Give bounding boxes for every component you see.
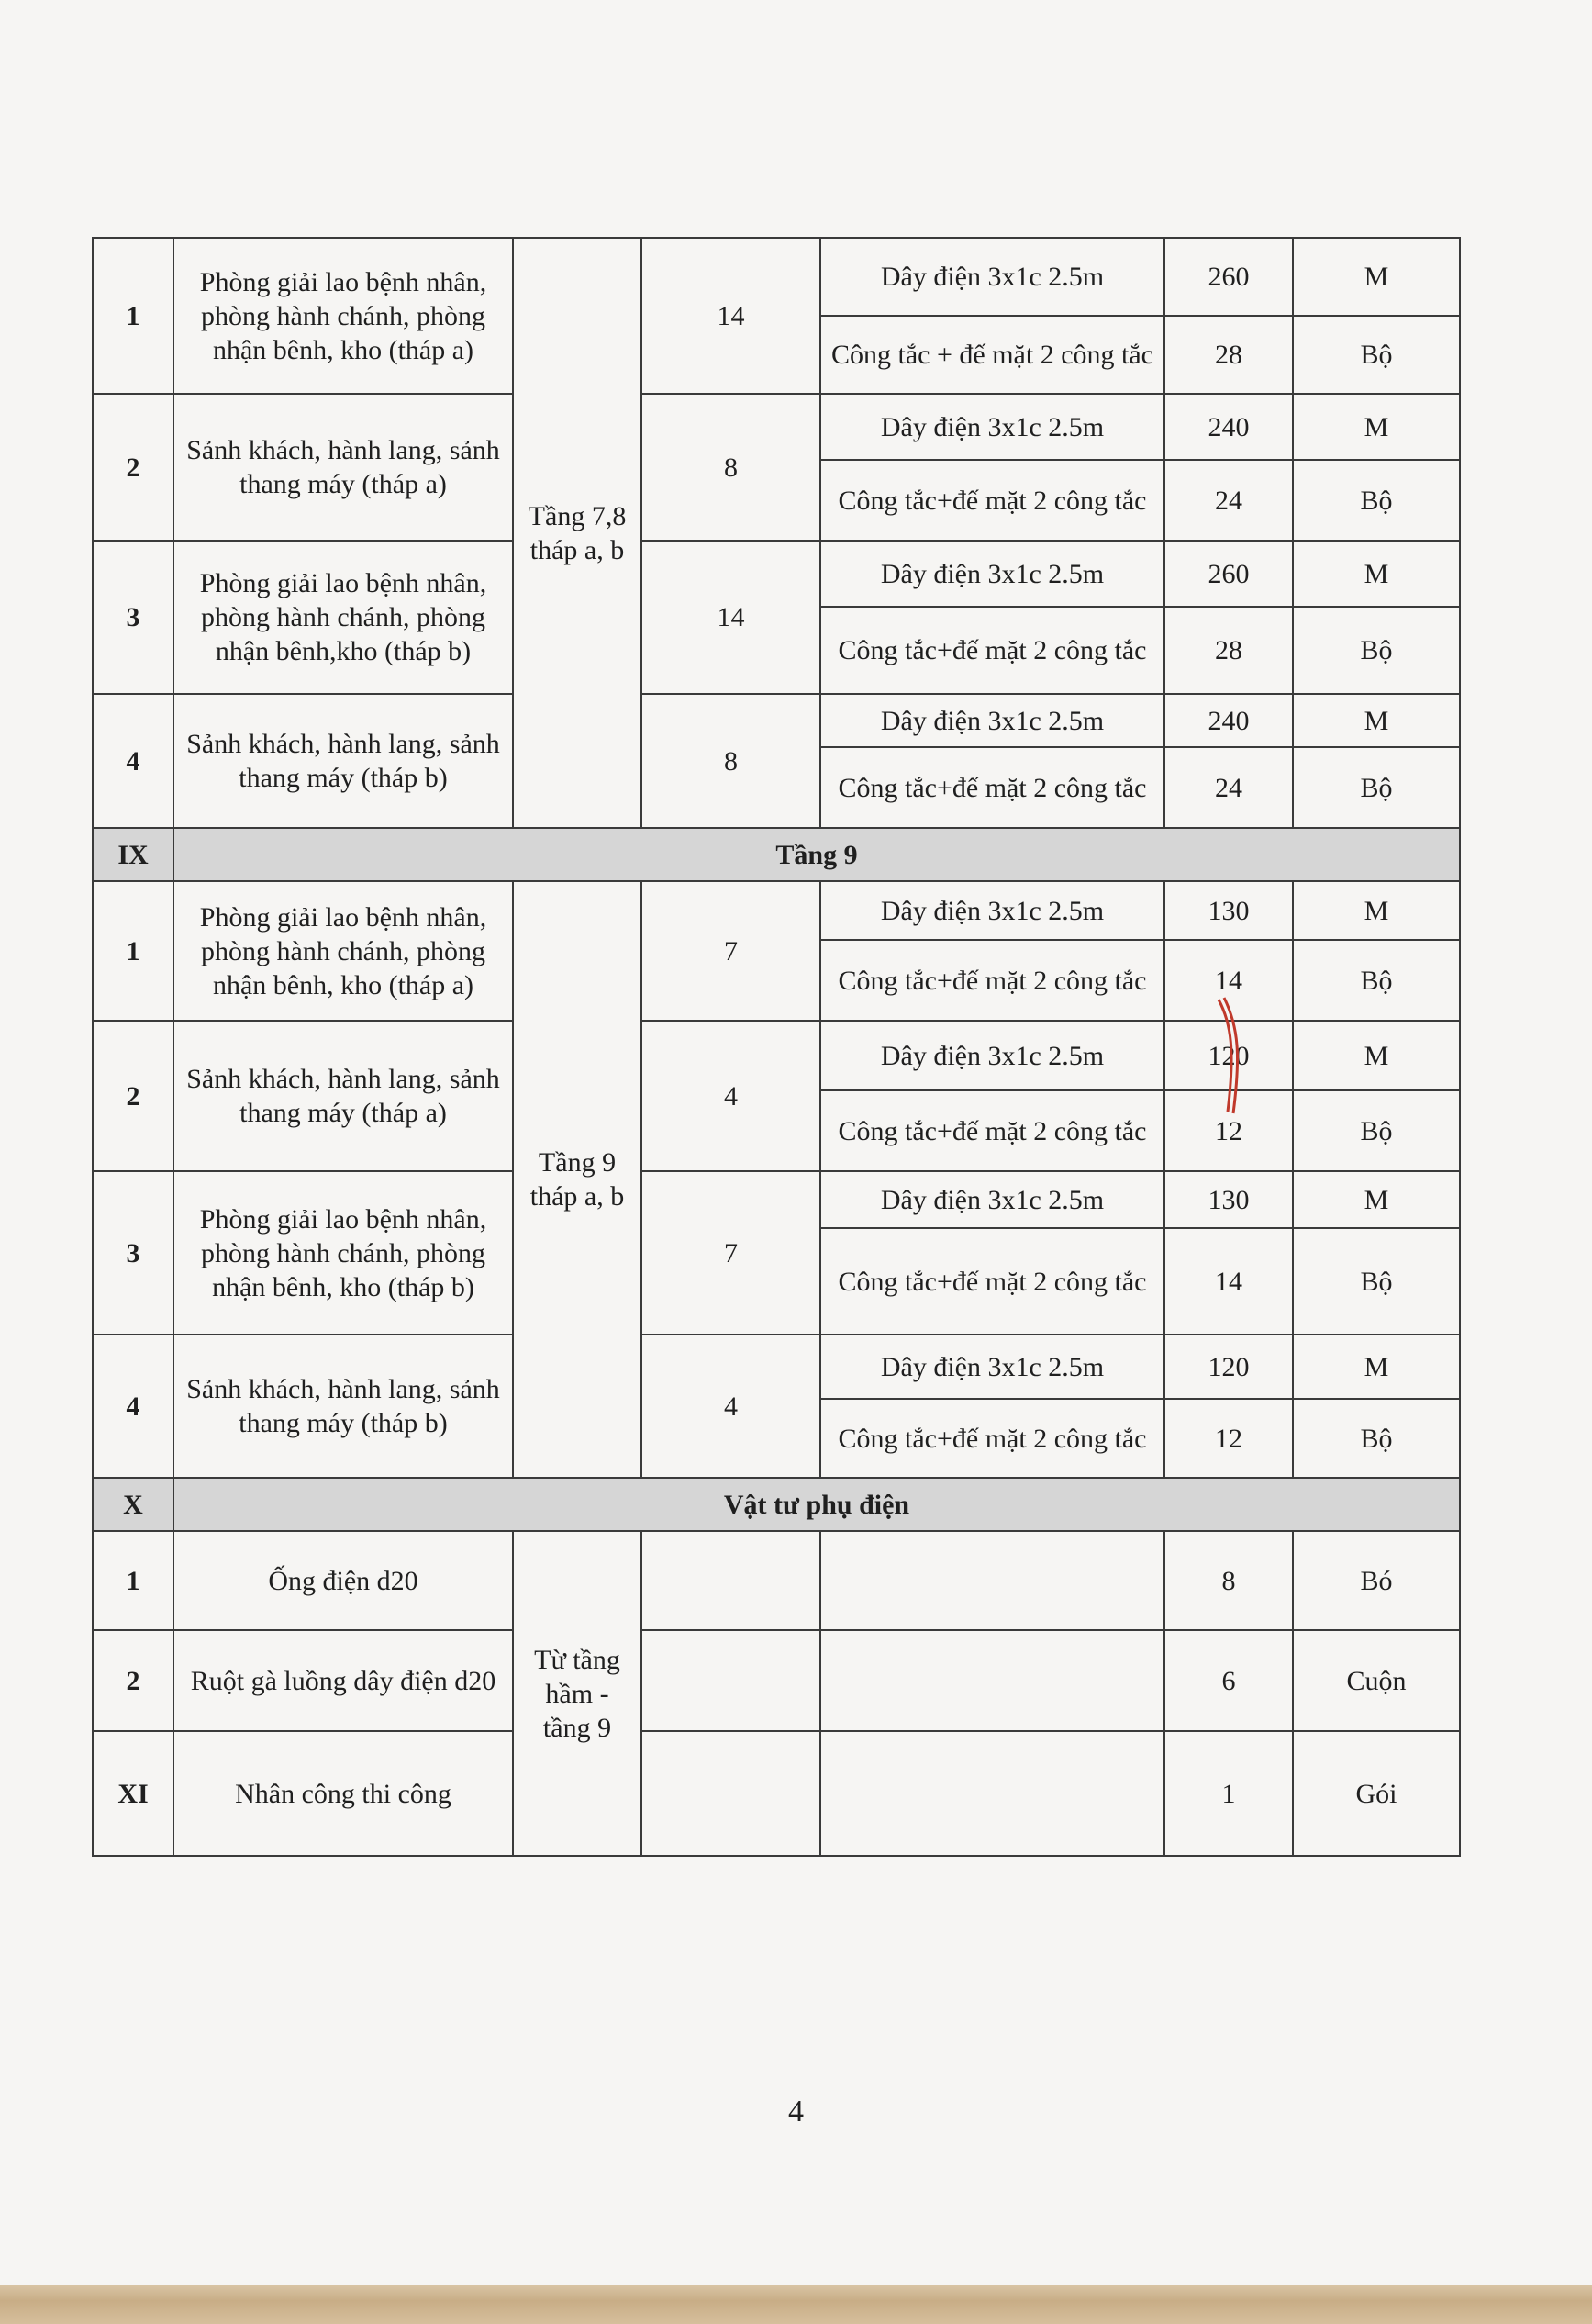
quantity-cell: 8 [641,394,820,541]
item-unit: M [1293,1335,1460,1399]
item-amount: 120 [1164,1021,1293,1090]
item-description [820,1731,1164,1856]
row-number: 3 [93,1171,173,1335]
item-unit: Gói [1293,1731,1460,1856]
page-number: 4 [788,2095,804,2128]
item-description: Dây điện 3x1c 2.5m [820,881,1164,940]
item-amount: 240 [1164,694,1293,747]
table-surface [0,2285,1592,2324]
table-row [93,1335,1460,1399]
table-row [93,694,1460,747]
area-cell: Phòng giải lao bệnh nhân, phòng hành chánh, phòng nhận bênh,kho (tháp b) [173,541,513,694]
row-number: 1 [93,881,173,1021]
item-amount: 130 [1164,1171,1293,1228]
table-row [93,541,1460,607]
item-unit: Bộ [1293,316,1460,394]
item-description: Công tắc+đế mặt 2 công tắc [820,940,1164,1021]
floor-cell: Tầng 9 tháp a, b [513,881,641,1478]
item-unit: M [1293,541,1460,607]
item-unit: M [1293,694,1460,747]
item-unit: M [1293,881,1460,940]
table-row [93,1021,1460,1090]
item-amount: 14 [1164,1228,1293,1335]
row-number: 2 [93,394,173,541]
area-cell: Sảnh khách, hành lang, sảnh thang máy (tháp a) [173,394,513,541]
quantity-cell: 7 [641,1171,820,1335]
item-amount: 24 [1164,747,1293,828]
area-cell: Ruột gà luồng dây điện d20 [173,1630,513,1731]
item-amount: 28 [1164,316,1293,394]
item-description: Công tắc+đế mặt 2 công tắc [820,460,1164,541]
item-description: Dây điện 3x1c 2.5m [820,238,1164,316]
row-number: XI [93,1731,173,1856]
item-unit: Bộ [1293,1399,1460,1478]
item-description: Dây điện 3x1c 2.5m [820,541,1164,607]
item-unit: M [1293,394,1460,460]
row-number: 1 [93,238,173,394]
row-number: 2 [93,1021,173,1171]
table-row [93,1171,1460,1228]
table-row [93,238,1460,316]
materials-table [92,237,1461,1857]
item-description: Dây điện 3x1c 2.5m [820,1171,1164,1228]
item-amount: 24 [1164,460,1293,541]
item-unit: Bộ [1293,747,1460,828]
row-number: 2 [93,1630,173,1731]
item-amount: 6 [1164,1630,1293,1731]
area-cell: Ống điện d20 [173,1531,513,1630]
area-cell: Phòng giải lao bệnh nhân, phòng hành chánh, phòng nhận bênh, kho (tháp b) [173,1171,513,1335]
row-number: 1 [93,1531,173,1630]
item-amount: 260 [1164,238,1293,316]
item-amount: 28 [1164,607,1293,694]
item-unit: Bó [1293,1531,1460,1630]
section-header-row [93,828,1460,881]
section-header-row [93,1478,1460,1531]
item-amount: 130 [1164,881,1293,940]
quantity-cell: 14 [641,541,820,694]
item-description: Công tắc+đế mặt 2 công tắc [820,1228,1164,1335]
area-cell: Sảnh khách, hành lang, sảnh thang máy (tháp b) [173,694,513,828]
quantity-cell: 4 [641,1335,820,1478]
row-number: 4 [93,1335,173,1478]
pen-correction-mark [1211,996,1248,1115]
item-description: Công tắc + đế mặt 2 công tắc [820,316,1164,394]
area-cell: Phòng giải lao bệnh nhân, phòng hành chánh, phòng nhận bênh, kho (tháp a) [173,238,513,394]
item-unit: Bộ [1293,460,1460,541]
item-amount: 8 [1164,1531,1293,1630]
item-description: Dây điện 3x1c 2.5m [820,394,1164,460]
item-unit: Bộ [1293,940,1460,1021]
item-amount: 1 [1164,1731,1293,1856]
item-unit: M [1293,1171,1460,1228]
table-row [93,1630,1460,1731]
item-description: Dây điện 3x1c 2.5m [820,1335,1164,1399]
item-description [820,1531,1164,1630]
item-unit: M [1293,238,1460,316]
area-cell: Sảnh khách, hành lang, sảnh thang máy (tháp a) [173,1021,513,1171]
item-amount: 14 [1164,940,1293,1021]
row-number: 3 [93,541,173,694]
item-description: Dây điện 3x1c 2.5m [820,694,1164,747]
item-unit: Bộ [1293,607,1460,694]
item-unit: Cuộn [1293,1630,1460,1731]
section-title: Vật tư phụ điện [173,1478,1460,1531]
floor-cell: Từ tầng hầm - tầng 9 [513,1531,641,1856]
item-description [820,1630,1164,1731]
item-unit: Bộ [1293,1228,1460,1335]
item-description: Công tắc+đế mặt 2 công tắc [820,747,1164,828]
section-number: IX [93,828,173,881]
section-number: X [93,1478,173,1531]
quantity-cell: 7 [641,881,820,1021]
item-description: Công tắc+đế mặt 2 công tắc [820,1090,1164,1171]
item-unit: M [1293,1021,1460,1090]
quantity-cell: 8 [641,694,820,828]
floor-cell: Tầng 7,8 tháp a, b [513,238,641,828]
table-row [93,881,1460,940]
row-number: 4 [93,694,173,828]
quantity-cell: 4 [641,1021,820,1171]
table-row [93,1731,1460,1856]
table-row [93,394,1460,460]
quantity-cell [641,1731,820,1856]
area-cell: Sảnh khách, hành lang, sảnh thang máy (tháp b) [173,1335,513,1478]
item-description: Công tắc+đế mặt 2 công tắc [820,1399,1164,1478]
item-amount: 260 [1164,541,1293,607]
item-unit: Bộ [1293,1090,1460,1171]
section-title: Tầng 9 [173,828,1460,881]
area-cell: Nhân công thi công [173,1731,513,1856]
item-amount: 12 [1164,1399,1293,1478]
quantity-cell [641,1531,820,1630]
table-row [93,1531,1460,1630]
area-cell: Phòng giải lao bệnh nhân, phòng hành chánh, phòng nhận bênh, kho (tháp a) [173,881,513,1021]
quantity-cell: 14 [641,238,820,394]
item-description: Công tắc+đế mặt 2 công tắc [820,607,1164,694]
item-description: Dây điện 3x1c 2.5m [820,1021,1164,1090]
item-amount: 240 [1164,394,1293,460]
item-amount: 12 [1164,1090,1293,1171]
quantity-cell [641,1630,820,1731]
item-amount: 120 [1164,1335,1293,1399]
